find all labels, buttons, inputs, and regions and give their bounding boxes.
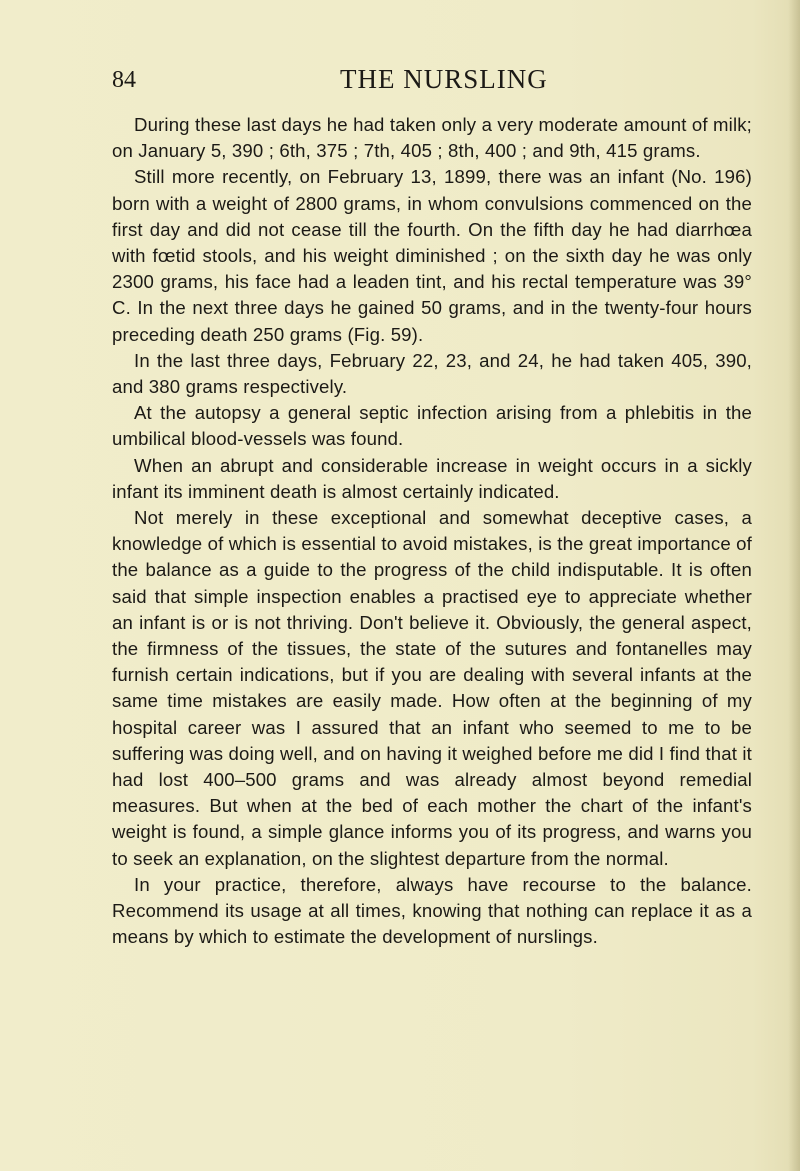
paragraph: Not merely in these exceptional and somewhat deceptive cases, a knowledge of which is essential to avoid mistakes, is the great importance of the balance as a guide to the progress of the child indisputable. It is often said that simple inspection enables a practised eye to appreciate whether an infant is or is not thriving. Don't believe it. Obviously, the general aspect, the firmness of the tissues, the state of the sutures and fontanelles may furnish certain indications, but if you are dealing with several infants at the same time mistakes are easily made. How often at the beginning of my hospital career was I assured that an infant who seemed to me to be suffering was doing well, and on having it weighed before me did I find that it had lost 400–500 grams and was already almost beyond remedial measures. But when at the bed of each mother the chart of the infant's weight is found, a simple glance informs you of its progress, and warns you to seek an explanation, on the slightest departure from the normal. [112, 507, 752, 869]
body-text [112, 112, 752, 951]
page-number: 84 [112, 67, 136, 93]
running-head: THE NURSLING [340, 64, 548, 94]
paragraph: At the autopsy a general septic infection arising from a phlebitis in the umbilical blood-vessels was found. [112, 402, 752, 450]
page-header [112, 64, 752, 100]
page-edge-shadow [788, 0, 800, 1171]
paragraph: Still more recently, on February 13, 1899, there was an infant (No. 196) born with a weight of 2800 grams, in whom convulsions commenced on the first day and did not cease till the fourth. On the fifth day he had diarrhœa with fœtid stools, and his weight diminished ; on the sixth day he was only 2300 grams, his face had a leaden tint, and his rectal temperature was 39° C. In the next three days he gained 50 grams, and in the twenty-four hours preceding death 250 grams (Fig. 59). [112, 166, 752, 345]
paragraph: During these last days he had taken only a very moderate amount of milk; on January 5, 390 ; 6th, 375 ; 7th, 405 ; 8th, 400 ; and 9th, 415 grams. [112, 114, 752, 162]
paragraph: When an abrupt and considerable increase in weight occurs in a sickly infant its imminent death is almost certainly indicated. [112, 454, 752, 502]
paragraph: In the last three days, February 22, 23, and 24, he had taken 405, 390, and 380 grams respectively. [112, 349, 752, 398]
paragraph: In your practice, therefore, always have recourse to the balance. Recommend its usage at all times, knowing that nothing can replace it as a means by which to estimate the development of nurslings. [112, 873, 752, 948]
